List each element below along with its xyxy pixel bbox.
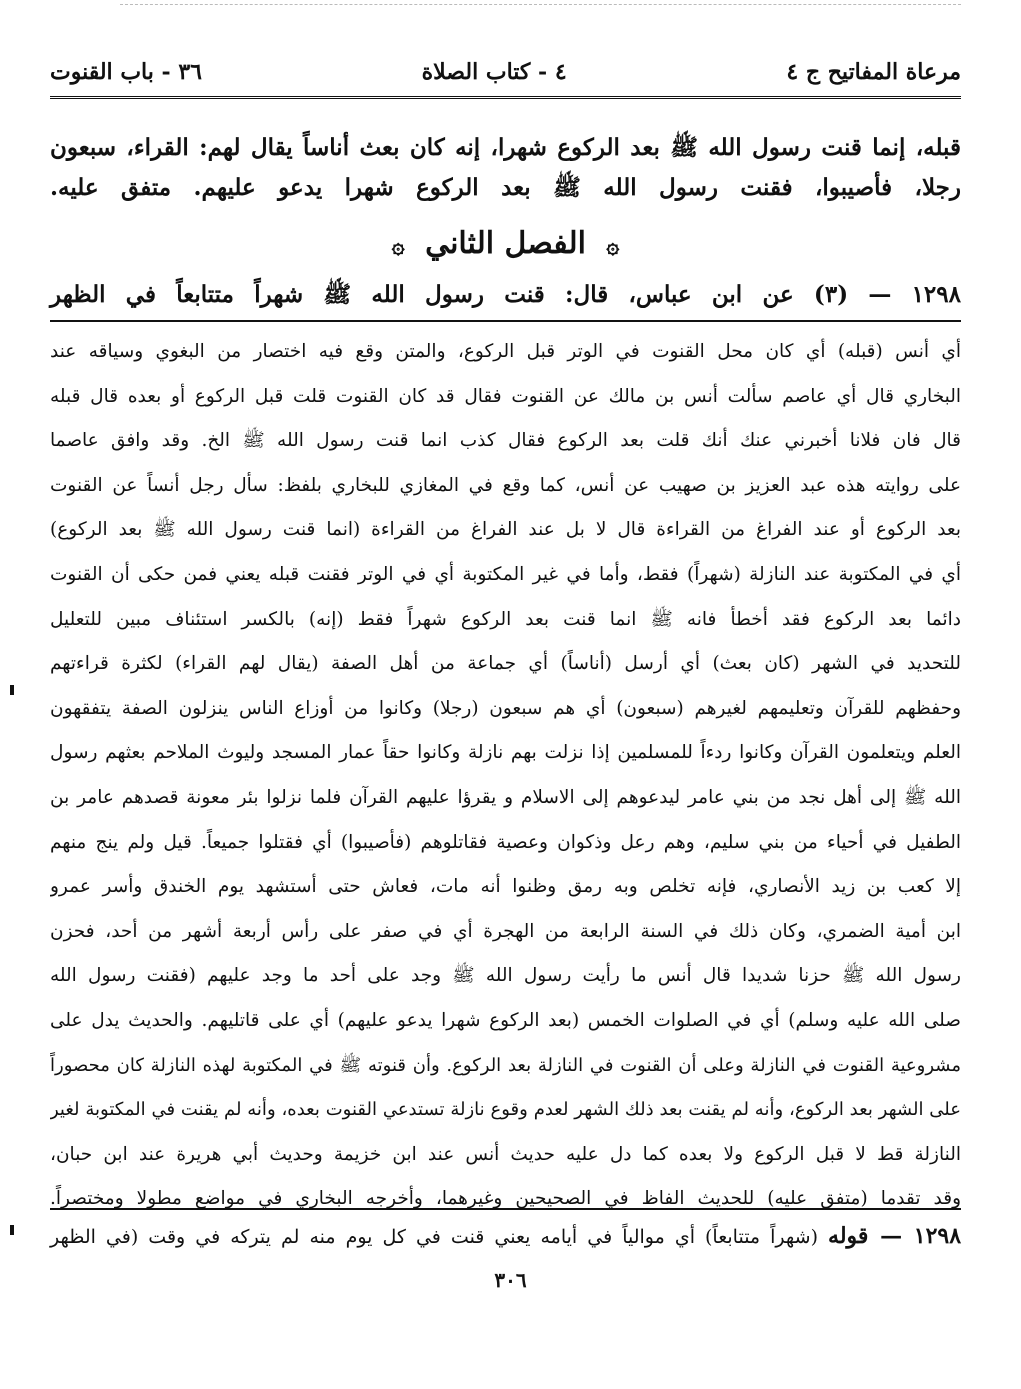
- commentary-line: بعد الركوع أو عند الفراغ من القراءة قال لا بل عند الفراغ من القراءة (انما قنت رسول الله ﷺ بعد الركوع): [50, 519, 961, 541]
- commentary-line: على روايته هذه عبد العزيز بن صهيب عن أنس، كما وقع في المغازي للبخاري بلفظ: سأل رجل أنساً عن القنوت: [50, 474, 961, 496]
- ornament-icon: ۞: [606, 233, 620, 259]
- commentary-line: وحفظهم للقرآن وتعليمهم لغيرهم (سبعون) أي هم سبعون (رجلا) وكانوا من أوزاع الناس ينزلون الصفة يتفقهون: [50, 697, 961, 719]
- header-chapter: ٤ - كتاب الصلاة: [421, 59, 567, 85]
- section-title: الفصل الثاني: [425, 226, 586, 261]
- next-commentary-line: [50, 1214, 961, 1259]
- commentary-line: الله ﷺ إلى أهل نجد من بني عامر ليدعوهم إلى الاسلام و يقرؤا عليهم القرآن فلما نزلوا بئر معونة قصدهم عامر بن: [50, 786, 961, 808]
- hadith-text: [50, 128, 961, 208]
- commentary-divider: [50, 1208, 961, 1210]
- text-commentary-divider: [50, 320, 961, 322]
- commentary-line: على الشهر بعد الركوع، وأنه لم يقنت بعد ذلك الشهر لعدم وقوع نازلة تستدعي القنوت بعده، وأنه لم يقنت في المكتوبة لغير: [50, 1099, 961, 1121]
- hadith-line: قبله، إنما قنت رسول الله ﷺ بعد الركوع شهرا، إنه كان بعث أناساً يقال لهم: القراء، سبعون: [50, 134, 961, 161]
- commentary-line: العلم ويتعلمون القرآن وكانوا ردءاً للمسلمين إذا نزلت بهم نازلة وكانوا حقاً عمار المسجد وليوث الملاحم بعثهم رسول: [50, 742, 961, 764]
- header-book-title: مرعاة المفاتيح ج ٤: [786, 59, 961, 85]
- section-heading: [50, 226, 961, 261]
- commentary-continuation: (شهراً متتابعاً) أي موالياً في أيامه يعني قنت في كل يوم منه لم يتركه في وقت (في الظهر: [50, 1226, 818, 1248]
- margin-mark: [10, 1225, 14, 1235]
- commentary-line: النازلة قط لا قبل الركوع ولا بعده كما دل عليه حديث أنس عند ابن خزيمة وحديث أبي هريرة عند ابن حبان،: [50, 1143, 961, 1165]
- commentary-line: الطفيل في أحياء من بني سليم، وهم رعل وذكوان وعصية فقاتلوهم (فأصيبوا) أي فقتلوا جميعاً. قيل ولم ينج منهم: [50, 831, 961, 853]
- header-section: ٣٦ - باب القنوت: [50, 59, 202, 85]
- scan-edge-dots: [120, 4, 961, 5]
- header-rule: [50, 96, 961, 99]
- ornament-icon: ۞: [391, 233, 405, 259]
- commentary-line: مشروعية القنوت في النازلة وعلى أن القنوت في النازلة بعد الركوع. وأن قنوته ﷺ في المكتوبة لهذه النازلة كان محصوراً: [50, 1054, 961, 1076]
- commentary-line: وقد تقدما (متفق عليه) للحديث الفاظ في الصحيحين وغيرهما، وأخرجه البخاري في مواضع مطولا ومختصراً.: [50, 1188, 961, 1210]
- commentary-line: البخاري قال أي عاصم سألت أنس بن مالك عن القنوت فقال قد كان القنوت قلت قبل الركوع أو بعده قال قبله: [50, 385, 961, 407]
- commentary-line: دائما بعد الركوع فقد أخطأ فانه ﷺ انما قنت بعد الركوع شهراً فقط (إنه) بالكسر استئناف مبين للتعليل: [50, 608, 961, 630]
- commentary-line: إلا كعب بن زيد الأنصاري، فإنه تخلص وبه رمق وظنوا أنه مات، فعاش حتى أستشهد يوم الخندق وأسر عمرو: [50, 876, 961, 898]
- commentary-line: صلى الله عليه وسلم) أي في الصلوات الخمس (بعد الركوع شهرا يدعو عليهم) أي على قاتليهم. والحديث يدل على: [50, 1009, 961, 1031]
- commentary-line: أي أنس (قبله) أي كان محل القنوت في الوتر قبل الركوع، والمتن وقع فيه اختصار من البغوي وسياقه عند: [50, 341, 961, 362]
- page-number: ٣٠٦: [494, 1268, 527, 1292]
- commentary-line: أي في المكتوبة عند النازلة (شهراً) فقط، وأما في غير المكتوبة أي في الوتر فقنت قبله يعني فمن حكى أن القنوت: [50, 563, 961, 585]
- margin-mark: [10, 685, 14, 695]
- commentary-line: قال فان فلانا أخبرني عنك أنك قلت بعد الركوع فقال كذب انما قنت رسول الله ﷺ الخ. وقد وافق عاصما: [50, 430, 961, 452]
- hadith-line: رجلا، فأصيبوا، فقنت رسول الله ﷺ بعد الركوع شهرا يدعو عليهم. متفق عليه.: [50, 174, 961, 201]
- commentary-line: رسول الله ﷺ حزنا شديدا قال أنس ما رأيت رسول الله ﷺ وجد على أحد ما وجد عليهم (فقنت رسول الله: [50, 965, 961, 987]
- commentary-line: للتحديد في الشهر (كان بعث) أي أرسل (أناساً) أي جماعة من أهل الصفة (يقال لهم القراء) لكثرة قراءتهم: [50, 653, 961, 675]
- commentary-line: ابن أمية الضمري، وكان ذلك في السنة الرابعة من الهجرة أي في صفر على رأس أربعة أشهر من أحد، فحزن: [50, 920, 961, 942]
- commentary: [50, 330, 961, 1222]
- commentary-lead: ١٢٩٨ — قوله: [828, 1223, 962, 1249]
- hadith-1298: ١٢٩٨ — (٣) عن ابن عباس، قال: قنت رسول الله ﷺ شهراً متتابعاً في الظهر: [50, 281, 961, 308]
- running-header: [50, 52, 961, 92]
- next-commentary: [50, 1214, 961, 1259]
